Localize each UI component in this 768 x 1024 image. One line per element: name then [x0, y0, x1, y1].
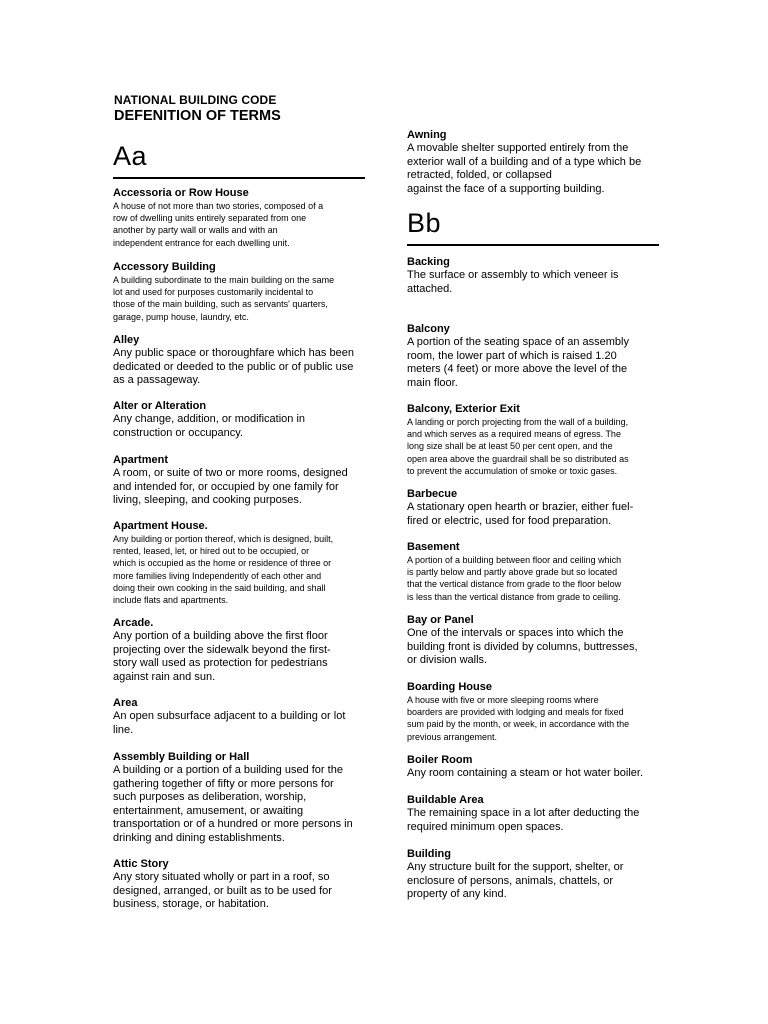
letter-b: Bb: [407, 208, 442, 238]
term: Apartment House.: [113, 520, 208, 532]
entry-arcade: [113, 617, 365, 684]
section-title: DEFENITION OF TERMS: [114, 108, 281, 124]
definition: A movable shelter supported entirely from the exterior wall of a building and of a type which be retracted, folded, or collapsed against the face of a supporting building.: [407, 142, 642, 195]
term: Balcony, Exterior Exit: [407, 403, 520, 415]
entry-apartment: [113, 454, 365, 508]
entry-buildable-area: [407, 794, 659, 834]
entry-apartment-house: [113, 520, 365, 606]
entry-attic-story: [113, 858, 365, 912]
entry-backing: [407, 256, 659, 296]
term: Apartment: [113, 454, 169, 466]
definition: A room, or suite of two or more rooms, designed and intended for, or occupied by one family for living, sleeping, and cooking purposes.: [113, 467, 348, 506]
definition: A portion of the seating space of an assembly room, the lower part of which is raised 1.20 meters (4 feet) or more above the level of the main floor.: [407, 336, 629, 389]
term: Backing: [407, 256, 450, 268]
document-header: [114, 93, 364, 125]
definition: Any story situated wholly or part in a roof, so designed, arranged, or built as to be used for business, storage, or habitation.: [113, 871, 332, 910]
definition: The surface or assembly to which veneer is attached.: [407, 269, 619, 295]
term: Area: [113, 697, 138, 709]
term: Barbecue: [407, 488, 458, 500]
entry-awning: [407, 129, 659, 196]
term: Basement: [407, 541, 460, 553]
letter-a: Aa: [113, 141, 148, 171]
term: Assembly Building or Hall: [113, 751, 250, 763]
entry-area: [113, 697, 365, 737]
term: Accessoria or Row House: [113, 187, 249, 199]
definition: A building subordinate to the main building on the same lot and used for purposes customarily incidental to those of the main building, such as servants' quarters, garage, pump house, laundry, etc.: [113, 275, 335, 322]
definition: A stationary open hearth or brazier, either fuel- fired or electric, used for food preparation.: [407, 501, 634, 527]
term: Alter or Alteration: [113, 400, 207, 412]
entry-accessory-building: [113, 261, 365, 323]
definition: A portion of a building between floor and ceiling which is partly below and partly above grade but so located that the vertical distance from grade to the floor below is less than the vertical distance from grade to ceiling.: [407, 555, 622, 602]
entry-basement: [407, 541, 659, 603]
term: Awning: [407, 129, 447, 141]
definition: A building or a portion of a building used for the gathering together of fifty or more persons for such purposes as deliberation, worship, entertainment, amusement, or awaiting transportation or of a hundred or more persons in drinking and dining establishments.: [113, 764, 353, 844]
term: Bay or Panel: [407, 614, 474, 626]
definition: Any building or portion thereof, which is designed, built, rented, leased, let, or hired out to be occupied, or which is occupied as the home or residence of three or more families living Independently of each other and doing their own cooking in the said building, and shall include flats and apartments.: [113, 534, 334, 606]
code-title: NATIONAL BUILDING CODE: [114, 93, 277, 107]
term: Boiler Room: [407, 754, 473, 766]
term: Attic Story: [113, 858, 169, 870]
term: Building: [407, 848, 451, 860]
entry-building: [407, 848, 659, 902]
definition: A landing or porch projecting from the wall of a building, and which serves as a required means of egress. The long size shall be at least 50 per cent open, and the open area above the guardrail shall be so distributed as to prevent the accumulation of smoke or toxic gases.: [407, 417, 629, 476]
term: Accessory Building: [113, 261, 216, 273]
entry-assembly-building: [113, 751, 365, 845]
entry-barbecue: [407, 488, 659, 528]
entry-alley: [113, 334, 365, 388]
term: Arcade.: [113, 617, 154, 629]
entry-alter: [113, 400, 365, 440]
definition: Any structure built for the support, shelter, or enclosure of persons, animals, chattels, or property of any kind.: [407, 861, 624, 900]
term: Alley: [113, 334, 140, 346]
letter-divider: [407, 244, 659, 246]
entry-bay-or-panel: [407, 614, 659, 668]
entry-accessoria: [113, 187, 365, 249]
definition: The remaining space in a lot after deducting the required minimum open spaces.: [407, 807, 640, 833]
letter-heading-b: [407, 208, 659, 246]
letter-divider: [113, 177, 365, 179]
definition: Any room containing a steam or hot water boiler.: [407, 767, 644, 779]
definition: Any change, addition, or modification in construction or occupancy.: [113, 413, 306, 439]
entry-balcony-exterior-exit: [407, 403, 659, 477]
definition: One of the intervals or spaces into which the building front is divided by columns, buttresses, or division walls.: [407, 627, 638, 666]
definition: A house of not more than two stories, composed of a row of dwelling units entirely separated from one another by party wall or walls and with an independent entrance for each dwelling unit.: [113, 201, 324, 248]
definition: Any portion of a building above the first floor projecting over the sidewalk beyond the first- story wall used as protection for pedestrians against rain and sun.: [113, 630, 331, 683]
entry-boiler-room: [407, 754, 659, 781]
definition: Any public space or thoroughfare which has been dedicated or deeded to the public or of public use as a passageway.: [113, 347, 354, 386]
term: Boarding House: [407, 681, 492, 693]
entry-boarding-house: [407, 681, 659, 743]
definition: A house with five or more sleeping rooms where boarders are provided with lodging and meals for fixed sum paid by the month, or week, in accordance with the previous arrangement.: [407, 695, 630, 742]
term: Balcony: [407, 323, 450, 335]
definition: An open subsurface adjacent to a building or lot line.: [113, 710, 346, 736]
entry-balcony: [407, 323, 659, 390]
term: Buildable Area: [407, 794, 484, 806]
letter-heading-a: [113, 141, 365, 179]
